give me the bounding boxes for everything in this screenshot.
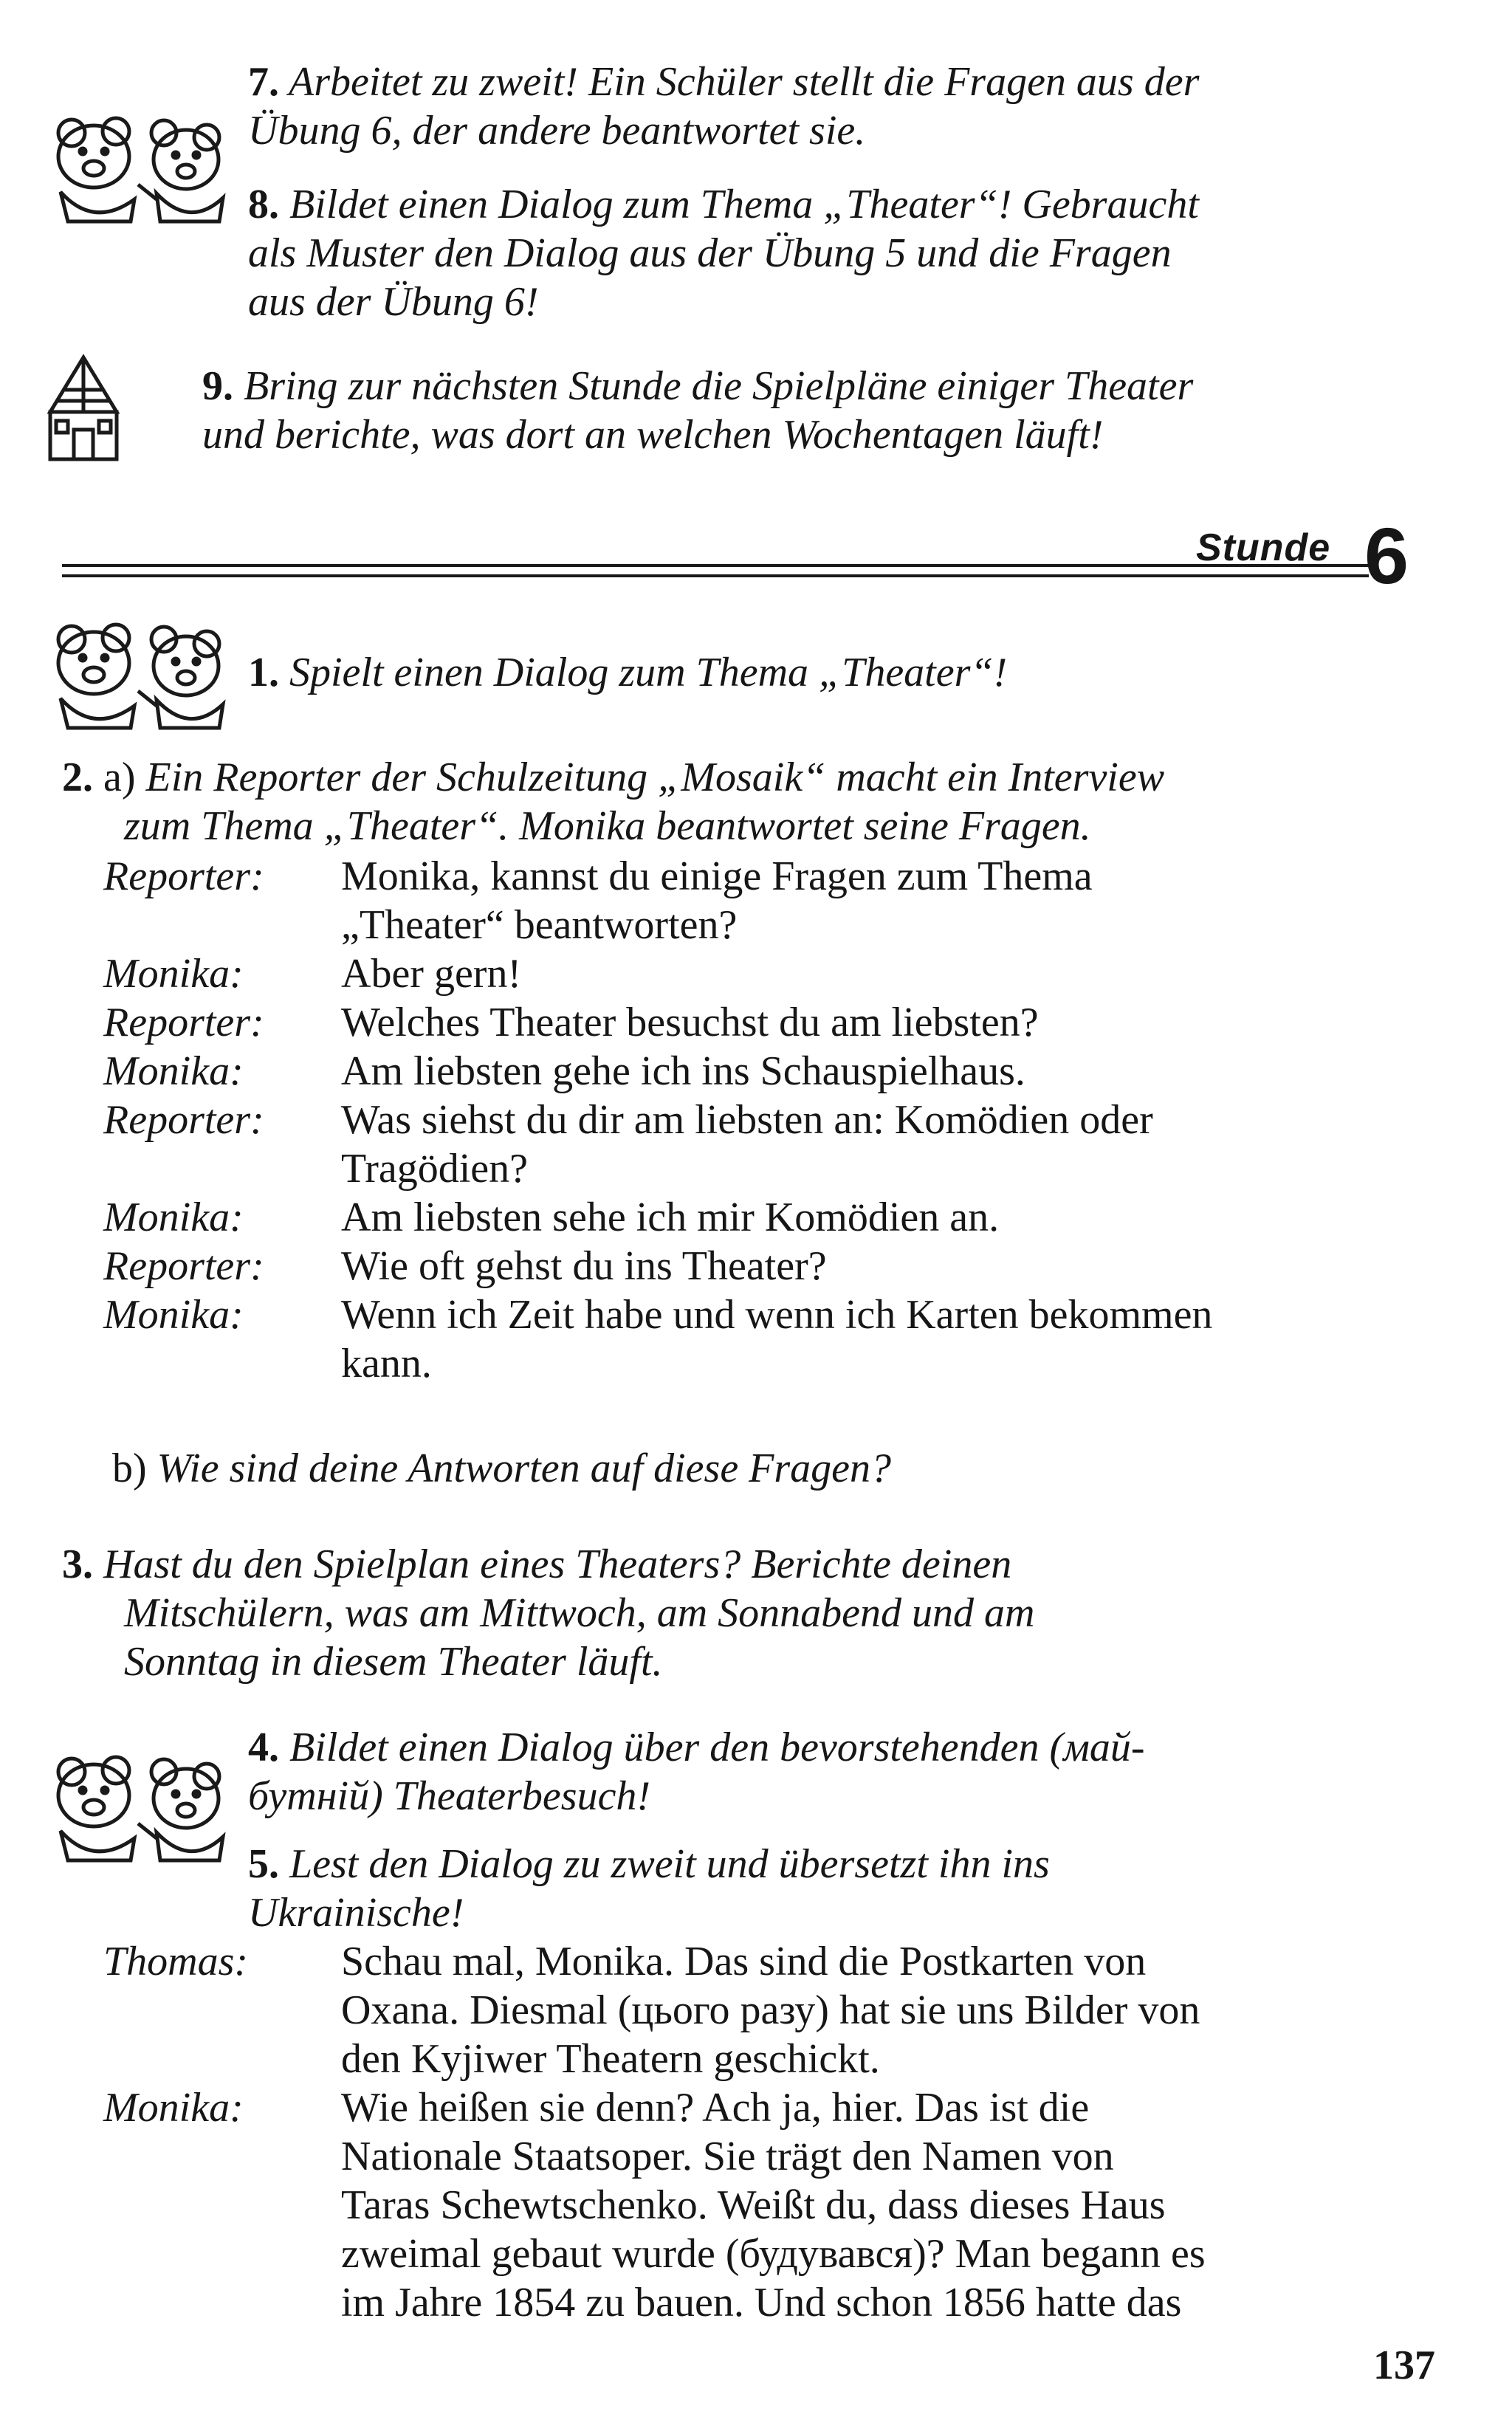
exercise-9 <box>202 362 1457 459</box>
dialog-turn <box>0 1096 1477 1193</box>
teddy-bears-pair-icon <box>38 1750 238 1868</box>
dialog-turn <box>0 1937 1477 2083</box>
dialog-speaker: Reporter: <box>103 1000 264 1045</box>
dialog-turn <box>0 949 1477 998</box>
exercise-text: und berichte, was dort an welchen Wochentagen läuft! <box>202 412 1104 458</box>
exercise-number: 7. <box>248 59 279 105</box>
exercise-number: 9. <box>202 363 233 409</box>
dialog-speaker: Monika: <box>103 2085 244 2131</box>
dialog-turn <box>0 852 1477 949</box>
dialog-line: Aber gern! <box>341 951 522 997</box>
exercise-text: aus der Übung 6! <box>248 279 539 325</box>
exercise-text: Spielt einen Dialog zum Thema „Theater“! <box>289 650 1008 695</box>
section-rule <box>62 564 1369 567</box>
part-label: a) <box>103 754 136 800</box>
teddy-bears-pair-icon <box>38 617 238 735</box>
dialog-line: zweimal gebaut wurde (будувався)? Man begann es <box>341 2231 1206 2277</box>
dialog-speaker: Monika: <box>103 1048 244 1094</box>
dialog-line: Wie oft gehst du ins Theater? <box>341 1243 827 1289</box>
dialog-line: Nationale Staatsoper. Sie trägt den Namen von <box>341 2134 1114 2179</box>
exercise-text: Ein Reporter der Schulzeitung „Mosaik“ macht ein Interview <box>145 754 1165 800</box>
dialog-speaker: Monika: <box>103 1194 244 1240</box>
exercise-text: Bildet einen Dialog über den bevorstehenden (май- <box>289 1725 1145 1770</box>
exercise-number: 3. <box>62 1541 93 1587</box>
exercise-8 <box>248 180 1459 326</box>
dialog-line: den Kyjiwer Theatern geschickt. <box>341 2036 880 2082</box>
dialog-line: Wie heißen sie denn? Ach ja, hier. Das ist die <box>341 2085 1090 2131</box>
teddy-bears-pair-icon <box>38 111 238 229</box>
exercise-text: zum Thema „Theater“. Monika beantwortet seine Fragen. <box>124 803 1091 849</box>
exercise-s2-b <box>112 1444 1441 1493</box>
exercise-text: бутній) Theaterbesuch! <box>248 1773 651 1819</box>
dialog-line: Wenn ich Zeit habe und wenn ich Karten bekommen <box>341 1292 1213 1338</box>
exercise-s5 <box>248 1840 1459 1937</box>
dialog-line: Welches Theater besuchst du am liebsten? <box>341 1000 1039 1045</box>
dialog-line: Was siehst du dir am liebsten an: Komödien oder <box>341 1097 1153 1143</box>
dialog-speaker: Thomas: <box>103 1939 249 1984</box>
exercise-s3 <box>62 1540 1465 1686</box>
dialog-line: Tragödien? <box>341 1146 529 1192</box>
exercise-text: Hast du den Spielplan eines Theaters? Berichte deinen <box>103 1541 1012 1587</box>
dialog-speaker: Reporter: <box>103 853 264 899</box>
dialog-turn <box>0 2083 1477 2327</box>
dialog-line: Am liebsten sehe ich mir Komödien an. <box>341 1194 1000 1240</box>
exercise-text: als Muster den Dialog aus der Übung 5 und die Fragen <box>248 230 1172 276</box>
dialog-speaker: Reporter: <box>103 1097 264 1143</box>
dialog-turn <box>0 998 1477 1047</box>
exercise-text: Übung 6, der andere beantwortet sie. <box>248 108 866 154</box>
exercise-s4 <box>248 1723 1459 1821</box>
exercise-text: Bildet einen Dialog zum Thema „Theater“! Gebraucht <box>289 182 1199 227</box>
dialog-speaker: Monika: <box>103 951 244 997</box>
dialog-line: Schau mal, Monika. Das sind die Postkarten von <box>341 1939 1147 1984</box>
dialog-line: Monika, kannst du einige Fragen zum Thema <box>341 853 1093 899</box>
dialog-line: Taras Schewtschenko. Weißt du, dass dieses Haus <box>341 2182 1166 2228</box>
dialog-line: Am liebsten gehe ich ins Schauspielhaus. <box>341 1048 1025 1094</box>
dialog-turn <box>0 1047 1477 1096</box>
exercise-7 <box>248 58 1459 155</box>
exercise-text: Mitschülern, was am Mittwoch, am Sonnabend und am <box>124 1590 1035 1636</box>
section-number: 6 <box>1364 511 1409 600</box>
exercise-number: 5. <box>248 1841 279 1887</box>
exercise-s2 <box>62 753 1465 850</box>
exercise-text: Lest den Dialog zu zweit und übersetzt ihn ins <box>289 1841 1050 1887</box>
dialog-line: „Theater“ beantworten? <box>341 902 738 948</box>
page-number: 137 <box>1373 2342 1435 2388</box>
dialog-line: Oxana. Diesmal (цього разу) hat sie uns Bilder von <box>341 1987 1200 2033</box>
dialog-line: im Jahre 1854 zu bauen. Und schon 1856 hatte das <box>341 2280 1182 2326</box>
exercise-text: Sonntag in diesem Theater läuft. <box>124 1639 663 1685</box>
dialog-turn <box>0 1193 1477 1242</box>
dialog-turn <box>0 1290 1477 1388</box>
exercise-number: 1. <box>248 650 279 695</box>
dialog-speaker: Monika: <box>103 1292 244 1338</box>
part-label: b) <box>112 1446 147 1491</box>
exercise-text: Arbeitet zu zweit! Ein Schüler stellt die Fragen aus der <box>289 59 1200 105</box>
exercise-text: Bring zur nächsten Stunde die Spielpläne einiger Theater <box>244 363 1194 409</box>
exercise-number: 4. <box>248 1725 279 1770</box>
house-icon <box>43 353 124 464</box>
dialog-turn <box>0 1242 1477 1290</box>
dialog-line: kann. <box>341 1341 432 1386</box>
section-rule <box>62 574 1369 577</box>
exercise-text: Wie sind deine Antworten auf diese Fragen? <box>157 1446 892 1491</box>
exercise-s1 <box>248 648 1459 697</box>
exercise-number: 8. <box>248 182 279 227</box>
dialog-speaker: Reporter: <box>103 1243 264 1289</box>
exercise-text: Ukrainische! <box>248 1890 464 1936</box>
exercise-number: 2. <box>62 754 93 800</box>
section-title: Stunde <box>1196 526 1331 569</box>
